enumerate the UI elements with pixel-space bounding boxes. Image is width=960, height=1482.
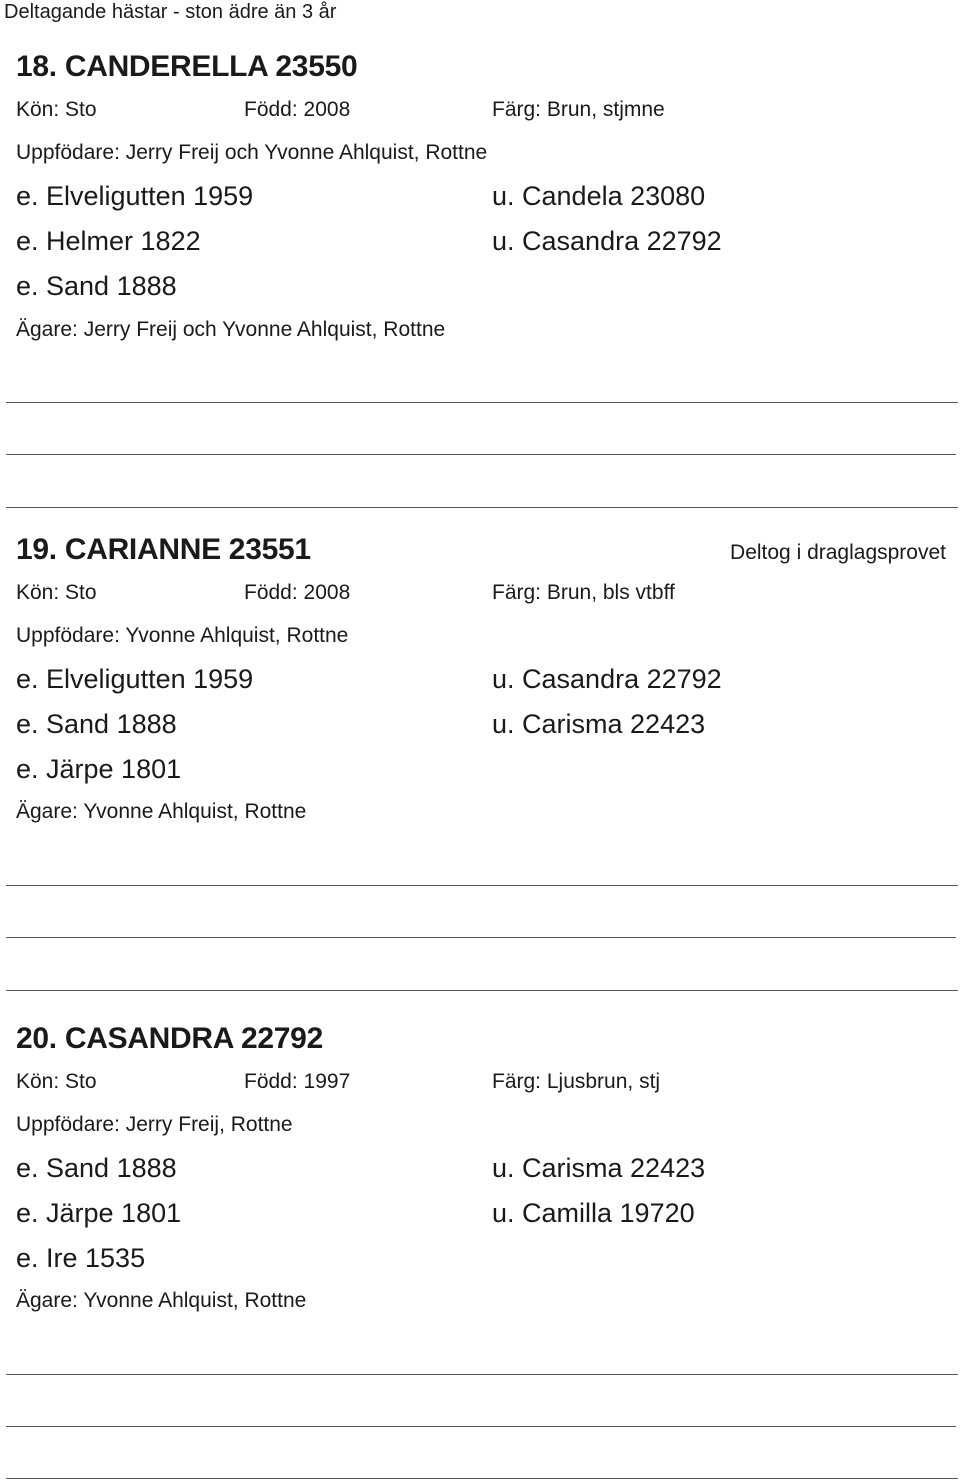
page-header: Deltagande hästar - ston ädre än 3 år	[4, 1, 337, 23]
dam-line: u. Casandra 22792	[492, 664, 722, 694]
horse-title: 19. CARIANNE 23551	[16, 533, 311, 566]
sex-field: Kön: Sto	[16, 581, 97, 604]
divider-line	[6, 1374, 958, 1375]
entry-note: Deltog i draglagsprovet	[730, 541, 946, 564]
color-field: Färg: Ljusbrun, stj	[492, 1070, 661, 1093]
breeder-field: Uppfödare: Jerry Freij, Rottne	[16, 1113, 293, 1136]
divider-line	[6, 454, 956, 455]
dam-line: u. Carisma 22423	[492, 1153, 706, 1183]
owner-field: Ägare: Yvonne Ahlquist, Rottne	[16, 800, 307, 823]
breeder-field: Uppfödare: Jerry Freij och Yvonne Ahlquist, Rottne	[16, 141, 488, 164]
owner-field: Ägare: Jerry Freij och Yvonne Ahlquist, Rottne	[16, 318, 446, 341]
divider-line	[6, 1426, 956, 1427]
sire-line: e. Sand 1888	[16, 271, 177, 301]
sex-field: Kön: Sto	[16, 1070, 97, 1093]
sire-line: e. Elveligutten 1959	[16, 181, 254, 211]
sire-line: e. Järpe 1801	[16, 754, 182, 784]
sire-line: e. Järpe 1801	[16, 1198, 182, 1228]
divider-line	[6, 990, 958, 991]
dam-line: u. Casandra 22792	[492, 226, 722, 256]
sire-line: e. Helmer 1822	[16, 226, 201, 256]
born-field: Född: 1997	[244, 1070, 351, 1093]
owner-field: Ägare: Yvonne Ahlquist, Rottne	[16, 1289, 307, 1312]
color-field: Färg: Brun, bls vtbff	[492, 581, 675, 604]
dam-line: u. Carisma 22423	[492, 709, 706, 739]
horse-title: 20. CASANDRA 22792	[16, 1022, 323, 1055]
born-field: Född: 2008	[244, 581, 351, 604]
sire-line: e. Elveligutten 1959	[16, 664, 254, 694]
sex-field: Kön: Sto	[16, 98, 97, 121]
divider-line	[6, 1478, 958, 1479]
born-field: Född: 2008	[244, 98, 351, 121]
sire-line: e. Ire 1535	[16, 1243, 146, 1273]
sire-line: e. Sand 1888	[16, 709, 177, 739]
divider-line	[6, 937, 956, 938]
breeder-field: Uppfödare: Yvonne Ahlquist, Rottne	[16, 624, 349, 647]
dam-line: u. Candela 23080	[492, 181, 706, 211]
divider-line	[6, 402, 958, 403]
divider-line	[6, 885, 958, 886]
horse-title: 18. CANDERELLA 23550	[16, 50, 358, 83]
divider-line	[6, 507, 958, 508]
sire-line: e. Sand 1888	[16, 1153, 177, 1183]
dam-line: u. Camilla 19720	[492, 1198, 695, 1228]
color-field: Färg: Brun, stjmne	[492, 98, 665, 121]
